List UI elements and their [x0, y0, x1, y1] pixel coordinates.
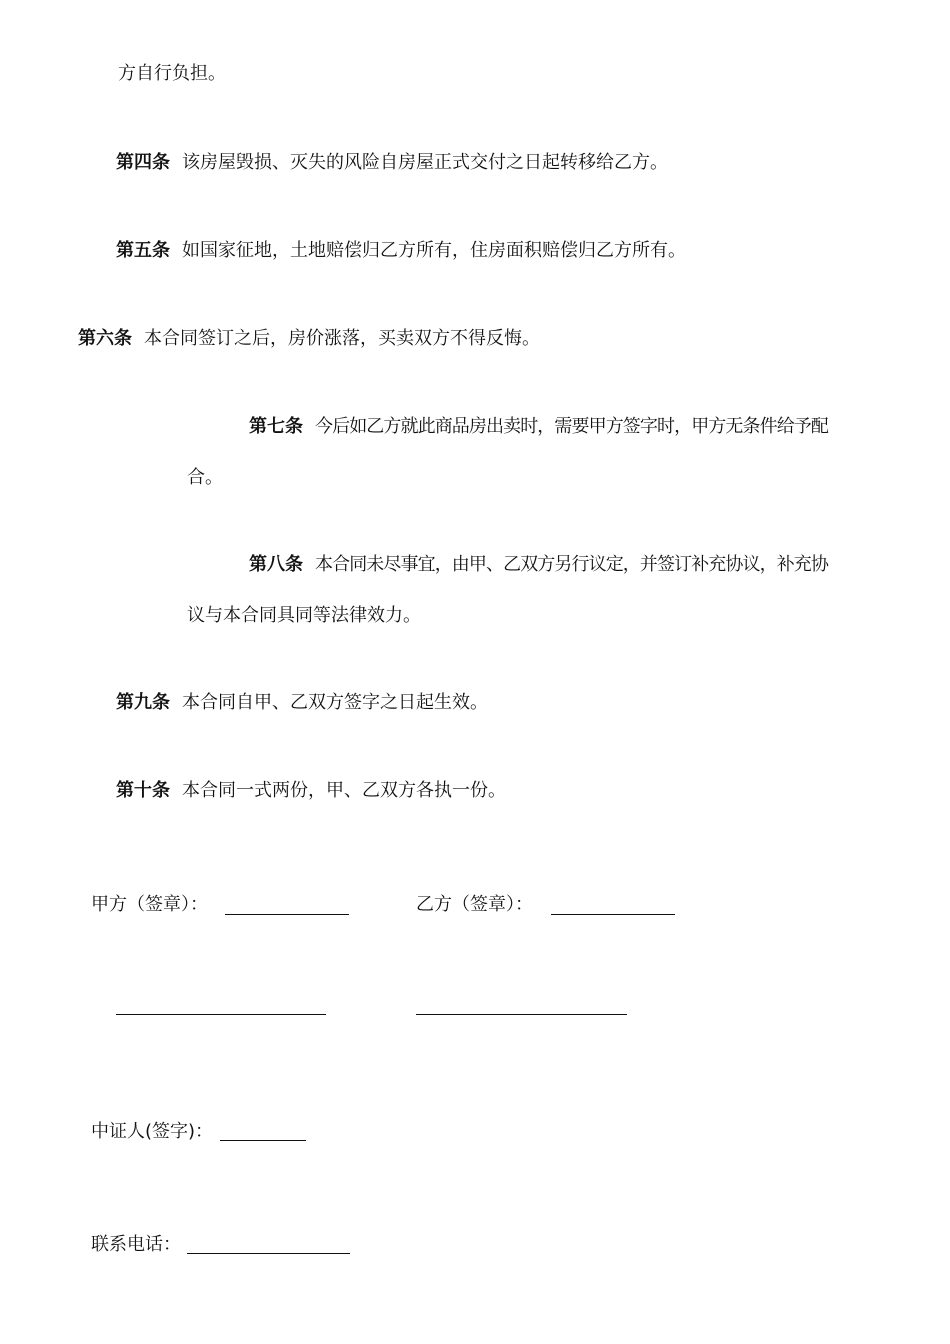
witness-label: 中证人(签字)：	[91, 1121, 214, 1142]
clause-text: 本合同自甲、乙双方签字之日起生效。	[182, 692, 488, 713]
clause-text: 如国家征地，土地赔偿归乙方所有，住房面积赔偿归乙方所有。	[182, 240, 686, 261]
party-b-signature	[416, 893, 533, 917]
clause-text: 今后如乙方就此商品房出卖时，需要甲方签字时，甲方无条件给予配	[315, 416, 828, 437]
witness-signature-line[interactable]	[220, 1140, 306, 1141]
party-a-extra-line[interactable]	[116, 1014, 326, 1015]
clause-3-continuation: 方自行负担。	[118, 63, 226, 84]
clause-number: 第七条	[249, 416, 303, 437]
clause-text: 本合同签订之后，房价涨落，买卖双方不得反悔。	[144, 328, 540, 349]
clause-number: 第五条	[116, 240, 170, 261]
phone-field	[91, 1233, 181, 1257]
clause-number: 第十条	[116, 780, 170, 801]
party-b-label: 乙方（签章）：	[416, 894, 533, 915]
clause-8-continuation: 议与本合同具同等法律效力。	[187, 605, 421, 626]
party-a-label: 甲方（签章）：	[91, 894, 208, 915]
clause-number: 第六条	[78, 328, 132, 349]
clause-10	[116, 779, 506, 803]
clause-text: 该房屋毁损、灭失的风险自房屋正式交付之日起转移给乙方。	[182, 152, 668, 173]
phone-label: 联系电话：	[91, 1234, 181, 1255]
clause-number: 第九条	[116, 692, 170, 713]
clause-7-continuation: 合。	[187, 467, 223, 488]
witness-signature	[91, 1120, 213, 1144]
clause-6	[78, 327, 540, 351]
clause-text: 本合同未尽事宜，由甲、乙双方另行议定，并签订补充协议，补充协	[315, 554, 828, 575]
clause-number: 第八条	[249, 554, 303, 575]
phone-line[interactable]	[187, 1253, 350, 1254]
clause-9	[116, 691, 488, 715]
party-b-extra-line[interactable]	[416, 1014, 627, 1015]
party-b-signature-line[interactable]	[551, 914, 675, 915]
clause-4	[116, 151, 668, 175]
clause-5	[116, 239, 686, 263]
clause-8	[249, 553, 828, 577]
party-a-signature	[91, 893, 208, 917]
clause-7	[249, 415, 828, 439]
clause-text: 本合同一式两份，甲、乙双方各执一份。	[182, 780, 506, 801]
clause-number: 第四条	[116, 152, 170, 173]
party-a-signature-line[interactable]	[225, 914, 349, 915]
